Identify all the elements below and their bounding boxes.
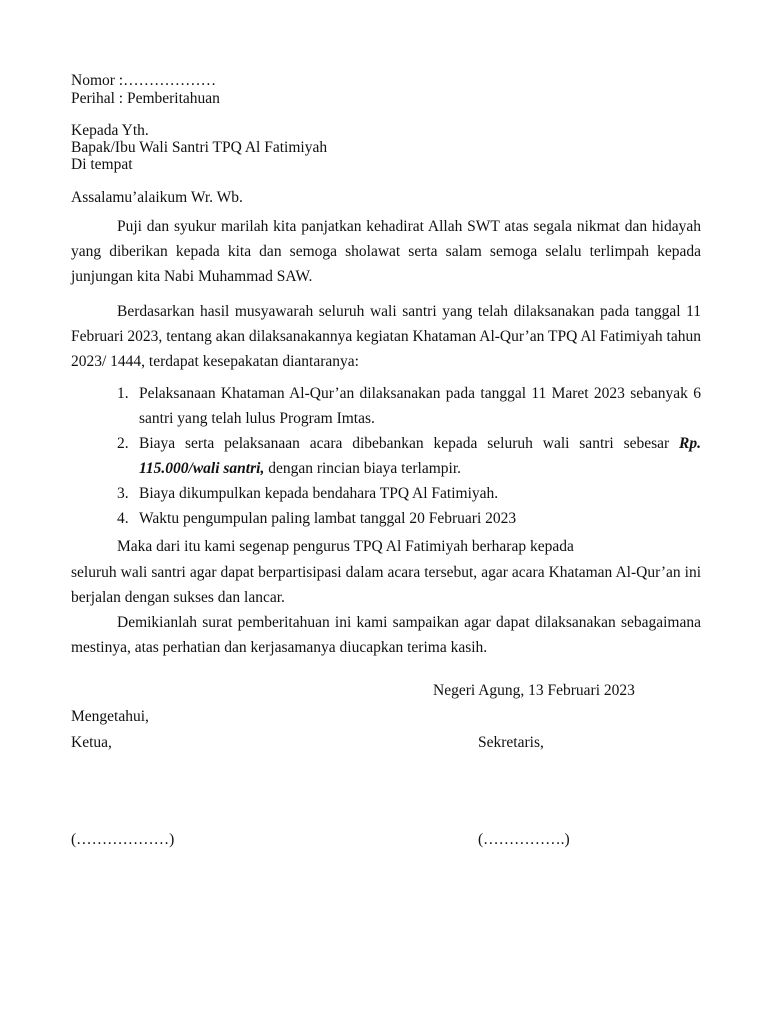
list-item-text-after: dengan rincian biaya terlampir. [264, 460, 462, 477]
list-item-text-before: Biaya serta pelaksanaan acara dibebankan kepada seluruh wali santri sebesar [139, 435, 680, 452]
list-item-text: Waktu pengumpulan paling lambat tanggal 20 Februari 2023 [139, 510, 517, 527]
paragraph-hope-first-line: Maka dari itu kami segenap pengurus TPQ Al Fatimiyah berharap kepada [117, 538, 574, 555]
list-item-number: 1. [117, 385, 129, 402]
paragraph-hope-rest: seluruh wali santri agar dapat berpartisipasi dalam acara tersebut, agar acara Khataman Al-Qur’an ini berjalan dengan sukses dan lancar. [71, 564, 701, 606]
place-and-date: Negeri Agung, 13 Februari 2023 [433, 682, 635, 699]
letter-subject: Perihal : Pemberitahuan [71, 90, 220, 107]
list-item [71, 431, 701, 481]
secretary-signature-placeholder: (…………….) [478, 831, 570, 848]
agreement-list [71, 381, 701, 531]
list-item-text: Pelaksanaan Khataman Al-Qur’an dilaksanakan pada tanggal 11 Maret 2023 sebanyak 6 santri yang telah lulus Program Imtas. [139, 385, 701, 427]
paragraph-closing: Demikianlah surat pemberitahuan ini kami sampaikan agar dapat dilaksanakan sebagaimana mestinya, atas perhatian dan kerjasamanya diucapkan terima kasih. [71, 614, 701, 656]
fee-amount: Rp. 115.000/wali santri, [139, 435, 701, 477]
opening-greeting: Assalamu’alaikum Wr. Wb. [71, 189, 243, 206]
chairman-signature-placeholder: (………………) [71, 831, 175, 848]
secretary-title: Sekretaris, [478, 734, 544, 751]
letter-number: Nomor :……………… [71, 72, 217, 89]
chairman-title: Ketua, [71, 734, 112, 751]
list-item-number: 2. [117, 435, 129, 452]
recipient-salutation: Kepada Yth. [71, 122, 149, 139]
recipient-name: Bapak/Ibu Wali Santri TPQ Al Fatimiyah [71, 139, 328, 156]
recipient-place: Di tempat [71, 156, 133, 173]
paragraph-background: Berdasarkan hasil musyawarah seluruh wali santri yang telah dilaksanakan pada tanggal 11 Februari 2023, tentang akan dilaksanakannya kegiatan Khataman Al-Qur’an TPQ Al Fatimiyah tahun 2023/ 1444, terdapat kesepakatan diantaranya: [71, 303, 701, 370]
list-item [71, 481, 701, 506]
acknowledged-label: Mengetahui, [71, 708, 149, 725]
list-item [71, 381, 701, 431]
list-item-number: 4. [117, 510, 129, 527]
list-item-text [139, 431, 701, 481]
list-item-text: Biaya dikumpulkan kepada bendahara TPQ Al Fatimiyah. [139, 485, 499, 502]
list-item-number: 3. [117, 485, 129, 502]
paragraph-opening: Puji dan syukur marilah kita panjatkan kehadirat Allah SWT atas segala nikmat dan hidayah yang diberikan kepada kita dan semoga sholawat serta salam semoga selalu terlimpah kepada junjungan kita Nabi Muhammad SAW. [71, 218, 701, 285]
list-item [71, 506, 701, 531]
